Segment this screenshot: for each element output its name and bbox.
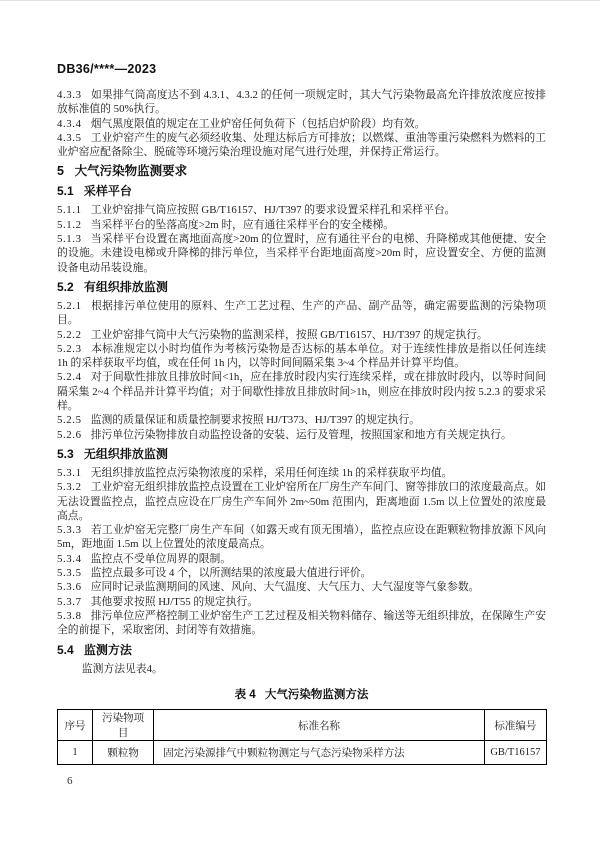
table-caption-number: 表 4 — [234, 689, 256, 701]
cell-pollutant: 颗粒物 — [93, 741, 154, 765]
clause-text: 工业炉窑无组织排放监控点设置在工业炉窑所在厂房生产车间门、窗等排放口的浓度最高点。如无法设置监控点，监控点应设在厂房生产车间外 2m~50m 范围内，距离地面 1.5m 以上位置处的浓度最高点。 — [57, 481, 546, 522]
section-title: 大气污染物监测要求 — [74, 164, 188, 179]
clause-5-2-4 — [57, 370, 546, 413]
col-header-standard-code: 标准编号 — [484, 710, 546, 741]
clause-5-1-1 — [57, 203, 546, 217]
col-header-pollutant: 污染物项目 — [93, 710, 154, 741]
clause-number: 5.3.8 — [57, 609, 82, 622]
clause-number: 5.3.4 — [57, 552, 82, 565]
clause-5-3-6 — [57, 580, 546, 594]
clause-number: 4.3.5 — [57, 131, 82, 144]
page-number: 6 — [67, 775, 73, 787]
clause-number: 5.2.3 — [57, 342, 82, 355]
clause-number: 5.3.5 — [57, 567, 82, 580]
col-header-standard-name: 标准名称 — [154, 710, 485, 741]
clause-text: 工业炉窑排气筒应按照 GB/T16157、HJ/T397 的要求设置采样孔和采样平台。 — [90, 204, 456, 217]
section-5-1-heading — [57, 184, 546, 198]
clause-number: 5.2.4 — [57, 371, 82, 384]
clause-text: 当采样平台的坠落高度>2m 时，应有通往采样平台的安全楼梯。 — [90, 218, 395, 231]
section-number: 5.4 — [57, 642, 74, 657]
clause-5-3-4 — [57, 552, 546, 566]
clause-number: 5.3.6 — [57, 581, 82, 594]
clause-number: 4.3.3 — [57, 89, 82, 101]
section-5-2-heading — [57, 280, 546, 294]
clause-text: 排污单位应严格控制工业炉窑生产工艺过程及相关物料储存、输送等无组织排放，在保障生产安全的前提下，采取密闭、封闭等有效措施。 — [57, 609, 546, 637]
clause-4-3-3 — [57, 88, 546, 117]
clause-text: 如果排气筒高度达不到 4.3.1、4.3.2 的任何一项规定时，其大气污染物最高允许排放浓度应按排放标准值的 50%执行。 — [57, 89, 546, 116]
clause-5-3-3 — [57, 523, 546, 552]
cell-standard-name: 固定污染源排气中颗粒物测定与气态污染物采样方法 — [154, 741, 485, 765]
page-top-edge — [0, 0, 600, 1]
section-number: 5.2 — [57, 279, 74, 294]
table-row — [58, 741, 547, 765]
clause-5-3-7 — [57, 595, 546, 609]
clause-5-3-2 — [57, 480, 546, 523]
cell-standard-code: GB/T16157 — [484, 741, 546, 765]
section-number: 5.1 — [57, 184, 74, 199]
clause-number: 5.3.1 — [57, 466, 82, 479]
clause-text: 当采样平台设置在离地面高度>20m 的位置时，应有通往平台的电梯、升降梯或其他便捷、安全的设施。未建设电梯或升降梯的排污单位，当采样平台距地面高度>20m 时，应设置安全、方便的监测设备电动吊装设施。 — [57, 233, 546, 274]
section-5-heading — [57, 164, 546, 178]
clause-text: 烟气黑度限值的规定在工业炉窑任何负荷下（包括启炉阶段）均有效。 — [90, 117, 426, 130]
clause-text: 排污单位污染物排放自动监控设备的安装、运行及管理，按照国家和地方有关规定执行。 — [90, 428, 512, 441]
section-title: 监测方法 — [83, 642, 132, 657]
clause-5-3-1 — [57, 466, 546, 480]
table-caption-title: 大气污染物监测方法 — [264, 689, 369, 701]
clause-number: 5.3.7 — [57, 595, 82, 608]
clause-4-3-5 — [57, 131, 546, 160]
document-page — [57, 62, 546, 765]
clause-number: 5.2.6 — [57, 428, 82, 441]
section-title: 采样平台 — [83, 184, 132, 199]
clause-5-2-2 — [57, 328, 546, 342]
clause-5-2-5 — [57, 413, 546, 427]
table-4 — [57, 709, 547, 765]
clause-number: 5.1.3 — [57, 233, 82, 246]
clause-number: 5.3.3 — [57, 524, 82, 537]
clause-text: 应同时记录监测期间的风速、风向、大气温度、大气压力、大气湿度等气象参数。 — [90, 581, 480, 594]
section-title: 无组织排放监测 — [83, 446, 168, 461]
clause-5-1-2 — [57, 218, 546, 232]
clause-number: 5.1.2 — [57, 218, 82, 231]
clause-text: 对于间歇性排放且排放时间<1h，应在排放时段内实行连续采样，或在排放时段内，以等时间间隔采集 2~4 个样品并计算平均值；对于间歇性排放且排放时间>1h，则应在排放时段内按 5.2.3 的要求采样。 — [57, 371, 546, 413]
clause-text: 其他要求按照 HJ/T55 的规定执行。 — [90, 595, 259, 608]
clause-number: 5.3.2 — [57, 481, 82, 494]
clause-text: 监控点最多可设 4 个，以所测结果的浓度最大值进行评价。 — [90, 567, 372, 580]
clause-5-2-3 — [57, 342, 546, 371]
clause-5-1-3 — [57, 232, 546, 275]
clause-5-3-8 — [57, 609, 546, 638]
clause-number: 5.2.5 — [57, 414, 82, 427]
clause-text: 根据排污单位使用的原料、生产工艺过程、生产的产品、副产品等，确定需要监测的污染物项目。 — [57, 299, 546, 327]
clause-5-3-5 — [57, 566, 546, 580]
table-4-caption — [57, 686, 546, 702]
clause-text: 本标准规定以小时均值作为考核污染物是否达标的基本单位。对于连续性排放是指以任何连续 1h 的采样获取平均值，或在任何 1h 内，以等时间间隔采集 3~4 个样品并计算平均值。 — [57, 342, 546, 370]
table-reference-note: 监测方法见表4。 — [81, 662, 163, 675]
table-header-row — [58, 710, 547, 741]
col-header-index: 序号 — [58, 710, 93, 741]
clause-text: 监控点不受单位周界的限制。 — [90, 552, 232, 565]
clause-5-2-6 — [57, 428, 546, 442]
cell-index: 1 — [58, 741, 93, 765]
section-title: 有组织排放监测 — [83, 279, 168, 294]
section-number: 5.3 — [57, 446, 74, 461]
section-number: 5 — [57, 164, 64, 179]
section-5-3-heading — [57, 447, 546, 461]
clause-text: 监测的质量保证和质量控制要求按照 HJ/T373、HJ/T397 的规定执行。 — [90, 414, 421, 427]
clause-4-3-4 — [57, 117, 546, 131]
clause-number: 5.2.2 — [57, 328, 82, 341]
clause-number: 5.1.1 — [57, 204, 82, 217]
clause-5-2-1 — [57, 299, 546, 328]
clause-text: 工业炉窑产生的废气必须经收集、处理达标后方可排放；以燃煤、重油等重污染燃料为燃料的工业炉窑应配备除尘、脱硫等环境污染治理设施对尾气进行处理，并保持正常运行。 — [57, 131, 546, 159]
section-5-4-heading — [57, 643, 546, 657]
clause-number: 5.2.1 — [57, 299, 82, 312]
clause-text: 工业炉窑排气筒中大气污染物的监测采样，按照 GB/T16157、HJ/T397 的规定执行。 — [90, 328, 488, 341]
clause-text: 无组织排放监控点污染物浓度的采样，采用任何连续 1h 的采样获取平均值。 — [90, 466, 453, 479]
doc-header-number: DB36/****—2023 — [57, 62, 157, 76]
clause-text: 若工业炉窑无完整厂房生产车间（如露天或有顶无围墙），监控点应设在距颗粒物排放源下风向 5m，距地面 1.5m 以上位置处的浓度最高点。 — [57, 524, 546, 551]
clause-number: 4.3.4 — [57, 117, 82, 130]
